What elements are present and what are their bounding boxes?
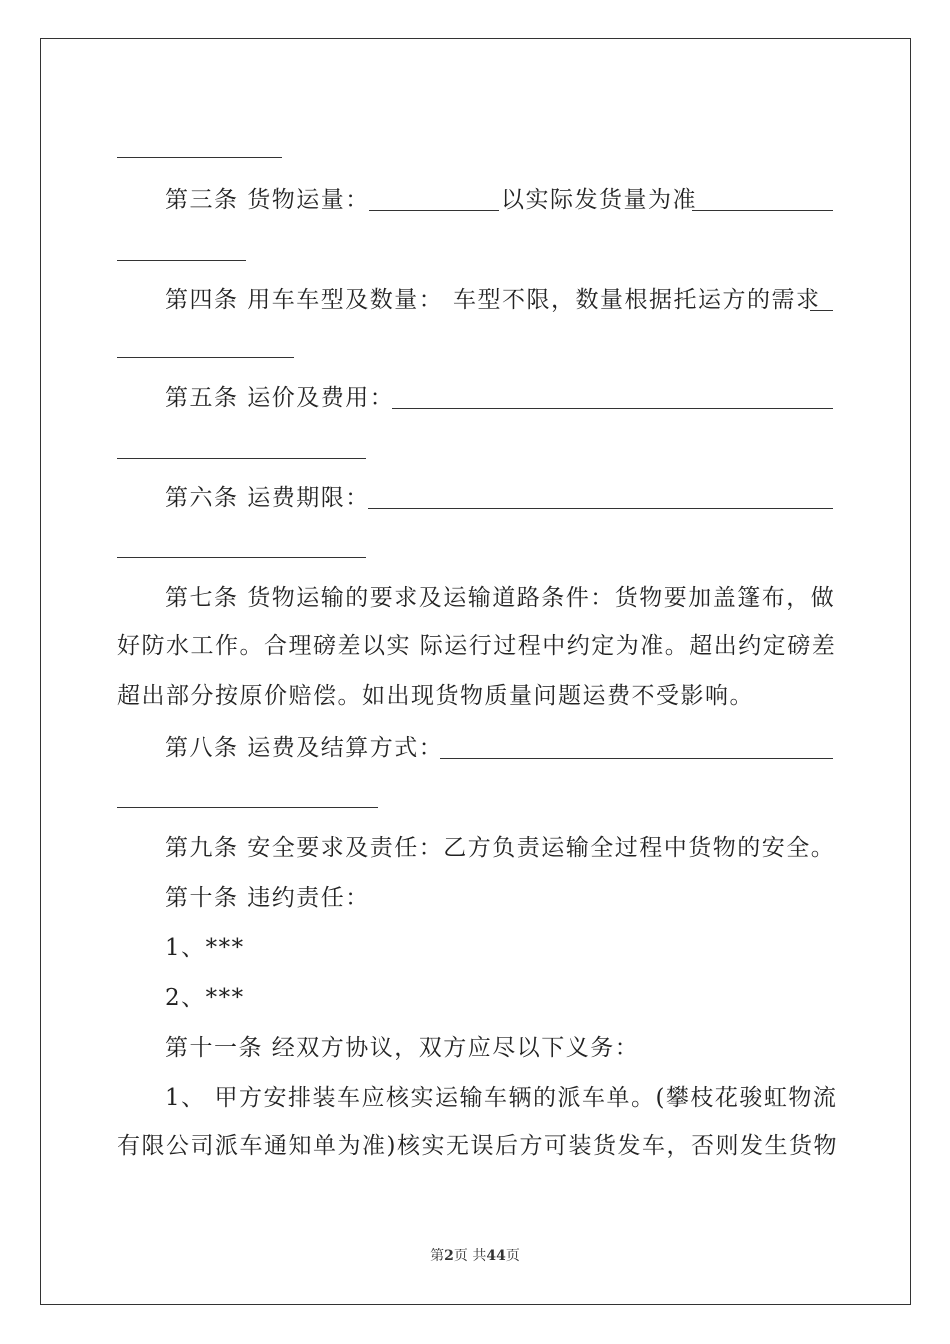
blank-line bbox=[117, 807, 378, 808]
article-6-label: 第六条 运费期限： bbox=[165, 485, 370, 511]
page-footer bbox=[0, 1245, 950, 1265]
article-8-label: 第八条 运费及结算方式： bbox=[165, 735, 444, 761]
blank-line bbox=[117, 157, 282, 158]
article-10-item-2: 2、*** bbox=[165, 985, 245, 1011]
article-3-label: 第三条 货物运量： bbox=[165, 187, 370, 213]
article-4-value: 车型不限，数量根据托运方的需求 bbox=[453, 287, 821, 313]
article-7-line-1: 第七条 货物运输的要求及运输道路条件：货物要加盖篷布，做 bbox=[165, 585, 836, 611]
article-7-line-2: 好防水工作。合理磅差以实 际运行过程中约定为准。超出约定磅差 bbox=[117, 633, 837, 659]
blank-line bbox=[692, 210, 833, 211]
blank-line bbox=[117, 260, 246, 261]
article-10-item-1: 1、*** bbox=[165, 935, 245, 961]
blank-line bbox=[117, 557, 366, 558]
article-3-value: 以实际发货量为准 bbox=[501, 187, 697, 213]
article-5-label: 第五条 运价及费用： bbox=[165, 385, 395, 411]
article-11-item-1-line-2: 有限公司派车通知单为准)核实无误后方可装货发车，否则发生货物 bbox=[117, 1133, 838, 1159]
blank-line bbox=[392, 408, 833, 409]
footer-page-total: 44 bbox=[486, 1248, 506, 1264]
footer-page-suffix: 页 bbox=[505, 1248, 520, 1264]
blank-line bbox=[368, 508, 833, 509]
footer-page-mid: 页 共 bbox=[453, 1248, 487, 1264]
article-10-text: 第十条 违约责任： bbox=[165, 885, 370, 911]
footer-page-number: 2 bbox=[444, 1248, 454, 1264]
article-7-line-3: 超出部分按原价赔偿。如出现货物质量问题运费不受影响。 bbox=[117, 683, 754, 709]
blank-line bbox=[369, 210, 499, 211]
article-11-item-1-line-1: 1、 甲方安排装车应核实运输车辆的派车单。(攀枝花骏虹物流 bbox=[165, 1085, 838, 1111]
blank-line bbox=[440, 758, 833, 759]
article-9-text: 第九条 安全要求及责任：乙方负责运输全过程中货物的安全。 bbox=[165, 835, 836, 861]
article-4-label: 第四条 用车车型及数量： bbox=[165, 287, 444, 313]
blank-line bbox=[810, 310, 833, 311]
blank-line bbox=[117, 357, 294, 358]
article-11-text: 第十一条 经双方协议，双方应尽以下义务： bbox=[165, 1035, 640, 1061]
blank-line bbox=[117, 458, 366, 459]
footer-page-prefix: 第 bbox=[430, 1248, 445, 1264]
page-border bbox=[40, 38, 911, 1305]
